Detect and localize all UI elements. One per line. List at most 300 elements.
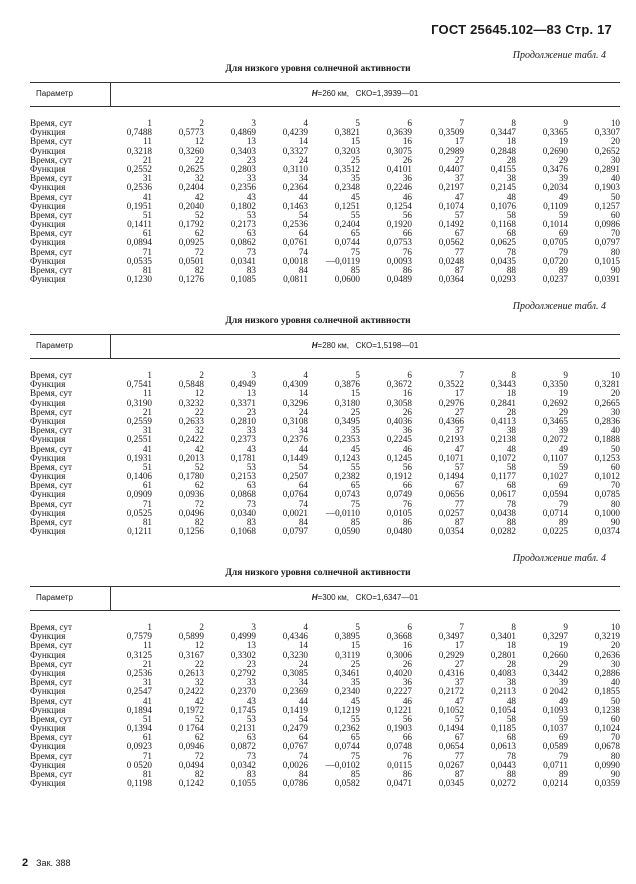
function-cell: 0,0345	[438, 778, 464, 789]
function-label: Функция	[30, 219, 66, 230]
function-cell: 0,0267	[438, 759, 464, 770]
function-cell: 0,1253	[594, 452, 620, 463]
function-cell: 0,4309	[282, 379, 308, 390]
function-cell: 0,0496	[178, 507, 204, 518]
time-cell: 71	[142, 498, 152, 509]
time-cell: 67	[454, 228, 464, 239]
function-cell: 0,0093	[386, 255, 412, 266]
function-cell: 0,0257	[438, 507, 464, 518]
time-cell: 82	[194, 769, 204, 779]
time-cell: 17	[454, 640, 464, 651]
time-cell: 34	[298, 173, 308, 184]
time-cell: 27	[454, 658, 464, 669]
function-cell: 0,2929	[438, 649, 464, 660]
function-cell: 0,3509	[438, 127, 464, 138]
time-cell: 33	[246, 173, 256, 184]
data-table	[30, 334, 620, 536]
function-cell: 0,0354	[438, 526, 464, 537]
time-cell: 7	[459, 118, 464, 128]
function-cell: 0,1085	[230, 274, 256, 285]
function-cell: 0,1394	[126, 723, 152, 734]
function-cell: 0,1211	[127, 526, 152, 537]
function-cell: 0,0272	[490, 778, 516, 789]
time-row	[30, 481, 620, 490]
function-cell: 0,0489	[386, 274, 412, 285]
time-cell: 3	[251, 622, 256, 632]
function-cell: 0,3108	[282, 415, 308, 426]
time-cell: 72	[194, 750, 204, 761]
function-cell: 0,3443	[490, 379, 516, 390]
time-cell: 39	[558, 677, 568, 688]
time-cell: 3	[251, 370, 256, 380]
function-cell: 0,0744	[334, 741, 360, 752]
time-cell: 61	[142, 228, 152, 239]
function-label: Функция	[30, 489, 66, 500]
function-cell: 0,1012	[594, 471, 620, 482]
function-cell: 0,0711	[543, 759, 568, 770]
time-cell: 43	[246, 443, 256, 454]
time-cell: 27	[454, 154, 464, 165]
function-cell: 0,3672	[386, 379, 412, 390]
function-cell: 0,1198	[127, 778, 152, 789]
time-cell: 72	[194, 246, 204, 257]
function-cell: 0,0562	[438, 237, 464, 248]
time-cell: 35	[350, 425, 360, 436]
function-cell: 0 1764	[178, 723, 204, 734]
function-label: Функция	[30, 434, 66, 445]
time-cell: 68	[506, 480, 516, 491]
function-row	[30, 202, 620, 211]
time-cell: 52	[194, 209, 204, 220]
function-label: Функция	[30, 237, 66, 248]
time-row	[30, 229, 620, 238]
time-cell: 55	[350, 461, 360, 472]
function-cell: 0,2801	[490, 649, 516, 660]
time-cell: 18	[506, 640, 516, 651]
function-cell: 0,0214	[542, 778, 568, 789]
time-label: Время, сут	[30, 732, 72, 743]
function-cell: 0,0341	[230, 255, 256, 266]
time-cell: 65	[350, 228, 360, 239]
time-cell: 5	[355, 118, 360, 128]
function-cell: 0,0872	[230, 741, 256, 752]
function-cell: 0,1972	[178, 704, 204, 715]
function-cell: 0,2692	[542, 397, 568, 408]
function-cell: 0,3119	[335, 649, 360, 660]
function-cell: 0,2479	[282, 723, 308, 734]
function-label: Функция	[30, 163, 66, 174]
time-cell: 68	[506, 228, 516, 239]
time-cell: 62	[194, 228, 204, 239]
function-cell: 0,4407	[438, 163, 464, 174]
function-cell: 0,7579	[126, 631, 152, 642]
function-cell: 0,0364	[438, 274, 464, 285]
time-cell: 56	[402, 713, 412, 724]
time-cell: 11	[143, 388, 152, 399]
time-cell: 87	[454, 517, 464, 527]
time-label: Время, сут	[30, 265, 72, 275]
function-cell: 0,1015	[594, 255, 620, 266]
time-cell: 77	[454, 246, 464, 257]
time-cell: 83	[246, 517, 256, 527]
time-label: Время, сут	[30, 118, 72, 128]
time-cell: 20	[610, 388, 620, 399]
function-cell: 0,1903	[386, 723, 412, 734]
function-cell: 0,3495	[334, 415, 360, 426]
time-row	[30, 733, 620, 742]
function-cell: 0,0115	[387, 759, 412, 770]
time-cell: 19	[558, 136, 568, 147]
time-cell: 76	[402, 246, 412, 257]
time-cell: 34	[298, 677, 308, 688]
time-cell: 22	[194, 658, 204, 669]
function-cell: 0,3230	[282, 649, 308, 660]
time-cell: 24	[298, 406, 308, 417]
table-title: Для низкого уровня солнечной активности	[225, 316, 411, 326]
time-cell: 31	[142, 425, 152, 436]
function-cell: 0,1257	[594, 200, 620, 211]
time-cell: 52	[194, 713, 204, 724]
time-cell: 59	[558, 209, 568, 220]
function-cell: 0,1037	[542, 723, 568, 734]
time-cell: 58	[506, 713, 516, 724]
function-row	[30, 275, 620, 284]
function-row	[30, 183, 620, 192]
function-cell: 0,1745	[230, 704, 256, 715]
time-cell: 42	[194, 443, 204, 454]
time-cell: 2	[199, 118, 204, 128]
time-cell: 64	[298, 228, 308, 239]
function-cell: 0,0656	[438, 489, 464, 500]
time-cell: 82	[194, 517, 204, 527]
time-cell: 87	[454, 769, 464, 779]
function-cell: 0,0600	[334, 274, 360, 285]
time-cell: 82	[194, 265, 204, 275]
time-cell: 38	[506, 425, 516, 436]
time-cell: 55	[350, 713, 360, 724]
function-cell: 0,1245	[386, 452, 412, 463]
time-cell: 53	[246, 461, 256, 472]
time-cell: 8	[511, 622, 516, 632]
time-cell: 36	[402, 677, 412, 688]
time-cell: 20	[610, 136, 620, 147]
time-cell: 13	[246, 136, 256, 147]
time-cell: 16	[402, 388, 412, 399]
function-cell: 0,2013	[178, 452, 204, 463]
function-cell: 0,2072	[542, 434, 568, 445]
time-cell: 5	[355, 370, 360, 380]
function-cell: 0,2364	[282, 182, 308, 193]
time-cell: 29	[558, 406, 568, 417]
time-cell: 26	[402, 658, 412, 669]
function-cell: 0,5899	[178, 631, 204, 642]
function-cell: 0,0501	[178, 255, 204, 266]
time-cell: 42	[194, 191, 204, 202]
function-row	[30, 380, 620, 389]
time-cell: 50	[610, 191, 620, 202]
time-cell: 81	[142, 769, 152, 779]
time-cell: 49	[558, 191, 568, 202]
function-cell: 0,0743	[334, 489, 360, 500]
function-cell: 0,0589	[542, 741, 568, 752]
time-cell: 28	[506, 154, 516, 165]
time-cell: 51	[142, 209, 152, 220]
function-cell: 0,2652	[594, 145, 620, 156]
time-cell: 44	[298, 443, 308, 454]
function-cell: 0,0026	[282, 759, 308, 770]
time-cell: 4	[303, 118, 308, 128]
function-cell: 0,0894	[126, 237, 152, 248]
time-cell: 80	[610, 246, 620, 257]
time-cell: 25	[350, 154, 360, 165]
function-cell: 0,3232	[178, 397, 204, 408]
altitude-header	[110, 89, 620, 98]
function-cell: 0,1219	[334, 704, 360, 715]
function-cell: 0,2848	[490, 145, 516, 156]
time-cell: 8	[511, 118, 516, 128]
time-cell: 36	[402, 173, 412, 184]
time-cell: 67	[454, 732, 464, 743]
function-cell: 0,0744	[334, 237, 360, 248]
time-cell: 39	[558, 173, 568, 184]
function-cell: 0,2246	[386, 182, 412, 193]
function-cell: 0,0925	[178, 237, 204, 248]
time-row	[30, 174, 620, 183]
function-label: Функция	[30, 182, 66, 193]
time-cell: 65	[350, 480, 360, 491]
time-cell: 26	[402, 154, 412, 165]
function-cell: 0,3876	[334, 379, 360, 390]
time-cell: 54	[298, 713, 308, 724]
time-cell: 63	[246, 480, 256, 491]
function-cell: 0,3447	[490, 127, 516, 138]
time-cell: 75	[350, 750, 360, 761]
function-cell: 0,2891	[594, 163, 620, 174]
function-cell: 0,2536	[126, 667, 152, 678]
time-cell: 32	[194, 425, 204, 436]
time-cell: 54	[298, 209, 308, 220]
time-cell: 38	[506, 677, 516, 688]
function-cell: —0,0119	[325, 255, 360, 266]
function-cell: 0,1230	[126, 274, 152, 285]
time-cell: 45	[350, 443, 360, 454]
time-cell: 24	[298, 658, 308, 669]
function-cell: 0,0590	[334, 526, 360, 537]
function-cell: 0,0340	[230, 507, 256, 518]
function-label: Функция	[30, 397, 66, 408]
function-cell: 0,3401	[490, 631, 516, 642]
function-cell: 0,1243	[334, 452, 360, 463]
time-cell: 12	[194, 640, 204, 651]
function-label: Функция	[30, 723, 66, 734]
time-cell: 60	[610, 209, 620, 220]
function-cell: 0,7488	[126, 127, 152, 138]
function-cell: 0,1251	[334, 200, 360, 211]
time-cell: 1	[147, 118, 152, 128]
time-label: Время, сут	[30, 173, 72, 184]
function-cell: 0,1076	[490, 200, 516, 211]
function-row	[30, 128, 620, 137]
function-cell: 0,0613	[490, 741, 516, 752]
function-cell: 0,2989	[438, 145, 464, 156]
time-row	[30, 697, 620, 706]
function-cell: 0,2810	[230, 415, 256, 426]
function-cell: 0,0594	[542, 489, 568, 500]
function-cell: 0,3350	[542, 379, 568, 390]
function-label: Функция	[30, 379, 66, 390]
function-cell: 0,2660	[542, 649, 568, 660]
time-cell: 57	[454, 461, 464, 472]
function-cell: 0,7541	[126, 379, 152, 390]
time-cell: 70	[610, 732, 620, 743]
time-cell: 30	[610, 658, 620, 669]
altitude-symbol: H	[311, 341, 318, 350]
function-cell: 0,0753	[386, 237, 412, 248]
function-label: Функция	[30, 704, 66, 715]
function-cell: 0,2153	[230, 471, 256, 482]
continuation-note: Продолжение табл. 4	[512, 301, 606, 312]
time-cell: 89	[558, 769, 568, 779]
time-cell: 30	[610, 154, 620, 165]
function-cell: 0,1792	[178, 219, 204, 230]
time-cell: 46	[402, 443, 412, 454]
time-cell: 22	[194, 406, 204, 417]
function-cell: 0,2245	[386, 434, 412, 445]
function-cell: 0,2362	[334, 723, 360, 734]
function-cell: 0,3085	[282, 667, 308, 678]
time-cell: 36	[402, 425, 412, 436]
time-cell: 65	[350, 732, 360, 743]
function-cell: 0,0714	[542, 507, 568, 518]
function-cell: 0,3296	[282, 397, 308, 408]
function-cell: 0,1107	[543, 452, 568, 463]
time-cell: 49	[558, 695, 568, 706]
function-cell: 0,3218	[126, 145, 152, 156]
function-cell: 0,0625	[490, 237, 516, 248]
function-cell: 0,3058	[386, 397, 412, 408]
time-cell: 48	[506, 695, 516, 706]
time-row	[30, 463, 620, 472]
time-label: Время, сут	[30, 498, 72, 509]
function-label: Функция	[30, 255, 66, 266]
function-cell: 0,3476	[542, 163, 568, 174]
time-row	[30, 426, 620, 435]
function-cell: 0,2376	[282, 434, 308, 445]
time-cell: 52	[194, 461, 204, 472]
function-cell: 0,2353	[334, 434, 360, 445]
function-cell: 0,2138	[490, 434, 516, 445]
function-cell: 0,1027	[542, 471, 568, 482]
time-cell: 89	[558, 265, 568, 275]
time-cell: 77	[454, 498, 464, 509]
function-cell: 0,2836	[594, 415, 620, 426]
function-row	[30, 435, 620, 444]
time-cell: 16	[402, 640, 412, 651]
function-cell: 0,0678	[594, 741, 620, 752]
time-cell: 8	[511, 370, 516, 380]
function-cell: 0 0520	[126, 759, 152, 770]
function-cell: 0,0720	[542, 255, 568, 266]
altitude-value: =300 км,	[317, 593, 349, 602]
function-cell: 0,1071	[438, 452, 464, 463]
table-header	[30, 586, 620, 611]
time-cell: 74	[298, 246, 308, 257]
time-label: Время, сут	[30, 246, 72, 257]
time-row	[30, 641, 620, 650]
time-cell: 86	[402, 265, 412, 275]
function-cell: 0,2113	[491, 686, 516, 697]
page-number: 2	[22, 857, 29, 869]
time-cell: 50	[610, 443, 620, 454]
time-label: Время, сут	[30, 622, 72, 632]
function-cell: 0,1492	[438, 219, 464, 230]
time-label: Время, сут	[30, 677, 72, 688]
time-cell: 54	[298, 461, 308, 472]
function-cell: 0,2551	[126, 434, 152, 445]
time-cell: 12	[194, 136, 204, 147]
function-row	[30, 472, 620, 481]
time-cell: 84	[298, 517, 308, 527]
time-cell: 86	[402, 769, 412, 779]
time-cell: 58	[506, 209, 516, 220]
function-row	[30, 724, 620, 733]
time-cell: 53	[246, 209, 256, 220]
time-label: Время, сут	[30, 209, 72, 220]
function-cell: 0,1920	[386, 219, 412, 230]
time-cell: 26	[402, 406, 412, 417]
time-label: Время, сут	[30, 480, 72, 491]
function-cell: 0,3190	[126, 397, 152, 408]
time-cell: 29	[558, 154, 568, 165]
function-row	[30, 779, 620, 788]
time-cell: 64	[298, 732, 308, 743]
function-cell: 0,2145	[490, 182, 516, 193]
time-cell: 63	[246, 228, 256, 239]
time-cell: 23	[246, 658, 256, 669]
time-cell: 74	[298, 498, 308, 509]
time-cell: 35	[350, 173, 360, 184]
data-table	[30, 586, 620, 788]
time-cell: 37	[454, 677, 464, 688]
time-cell: 15	[350, 640, 360, 651]
function-cell: 0,0582	[334, 778, 360, 789]
function-row	[30, 742, 620, 751]
function-cell: 0,0797	[594, 237, 620, 248]
time-cell: 76	[402, 498, 412, 509]
function-cell: 0,3465	[542, 415, 568, 426]
function-label: Функция	[30, 127, 66, 138]
function-row	[30, 257, 620, 266]
time-cell: 31	[142, 173, 152, 184]
function-cell: 0,1074	[438, 200, 464, 211]
function-cell: 0,3403	[230, 145, 256, 156]
function-cell: 0,4113	[491, 415, 516, 426]
function-cell: 0,3497	[438, 631, 464, 642]
time-cell: 71	[142, 750, 152, 761]
function-cell: 0,2803	[230, 163, 256, 174]
altitude-value: =280 км,	[317, 341, 349, 350]
function-cell: 0,2131	[230, 723, 256, 734]
function-cell: —0,0110	[325, 507, 360, 518]
time-cell: 28	[506, 406, 516, 417]
time-cell: 83	[246, 265, 256, 275]
function-cell: 0,0786	[282, 778, 308, 789]
time-cell: 55	[350, 209, 360, 220]
function-cell: 0,5848	[178, 379, 204, 390]
function-cell: 0,0797	[282, 526, 308, 537]
time-cell: 33	[246, 677, 256, 688]
time-row	[30, 518, 620, 527]
